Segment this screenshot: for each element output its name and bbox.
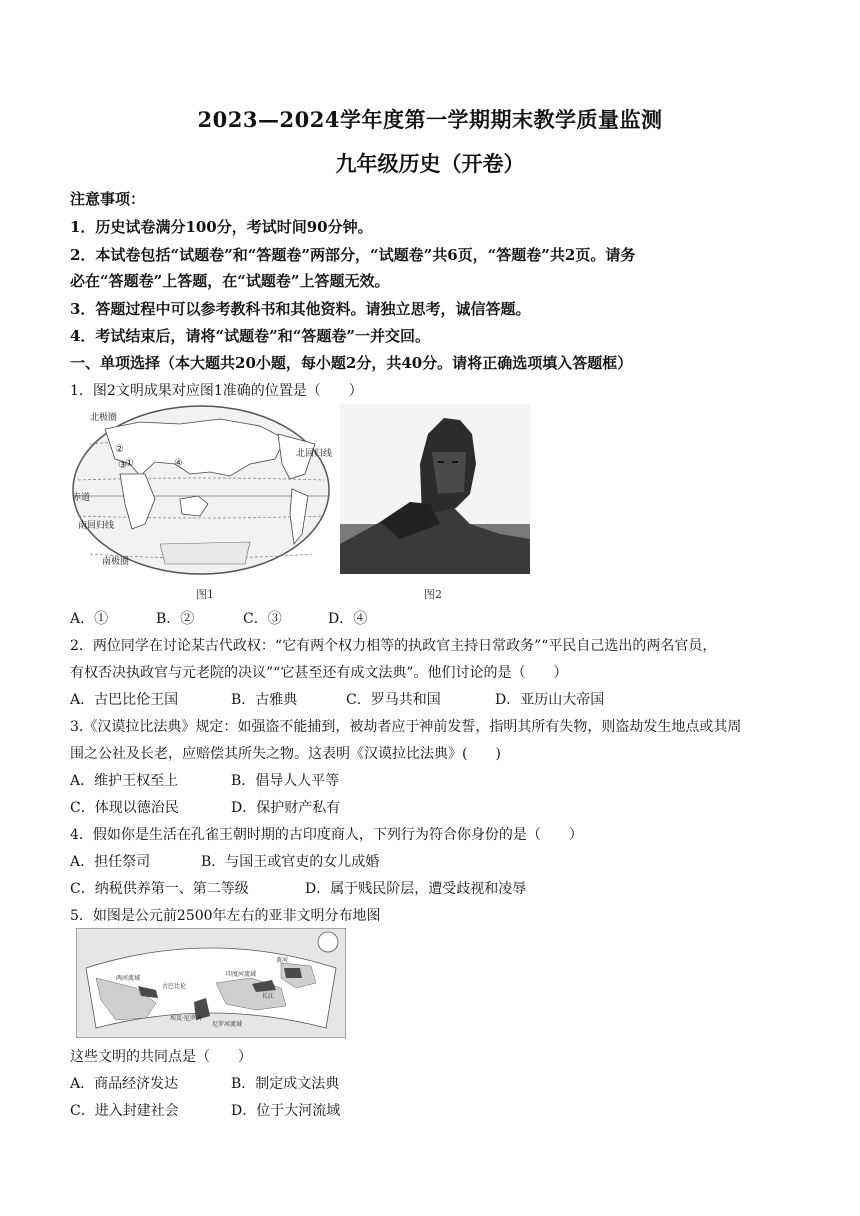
q2-option-a[interactable]: A．古巴比伦王国 (70, 692, 179, 708)
map-label-tropic-s: 南回归线 (78, 521, 115, 531)
q5-stem2: 这些文明的共同点是（ ） (70, 1049, 252, 1065)
q4-option-b[interactable]: B．与国王或官吏的女儿成婚 (201, 854, 380, 870)
q2-option-d[interactable]: D．亚历山大帝国 (495, 692, 605, 708)
map-marker-1: ① (125, 458, 134, 469)
map-marker-4: ④ (174, 458, 183, 469)
map-label-north-pole: 北极圈 (90, 413, 118, 423)
notice-item-2: 2．本试卷包括“试题卷”和“答题卷”两部分，“试题卷”共6页，“答题卷”共2页。请务 (70, 246, 636, 264)
map-label-equator: 赤道 (72, 493, 91, 503)
exam-subtitle: 九年级历史（开卷） (335, 151, 525, 176)
q5-option-a[interactable]: A．商品经济发达 (70, 1076, 179, 1092)
q3-option-c[interactable]: C．体现以德治民 (70, 800, 179, 816)
map-label-south-pole: 南极圈 (102, 557, 130, 567)
q1-stem: 1．图2文明成果对应图1准确的位置是（ ） (70, 383, 363, 399)
q1-option-b[interactable]: B．② (156, 611, 195, 627)
q3-option-b[interactable]: B．倡导人人平等 (231, 773, 340, 789)
q1-option-a[interactable]: A．① (70, 611, 109, 627)
q4-option-c[interactable]: C．纳税供养第一、第二等级 (70, 881, 249, 897)
notice-item-2-cont: 必在“答题卷”上答题，在“试题卷”上答题无效。 (70, 272, 390, 290)
notice-heading: 注意事项： (70, 190, 146, 208)
q5-option-b[interactable]: B．制定成文法典 (231, 1076, 340, 1092)
q5-option-d[interactable]: D．位于大河流域 (231, 1103, 341, 1119)
q5-stem: 5．如图是公元前2500年左右的亚非文明分布地图 (70, 908, 381, 924)
q3-option-d[interactable]: D．保护财产私有 (231, 800, 341, 816)
notice-item-3: 3．答题过程中可以参考教科书和其他资料。请独立思考，诚信答题。 (70, 300, 531, 318)
q1-option-d[interactable]: D．④ (328, 611, 368, 627)
q2-stem-line2: 有权否决执政官与元老院的决议”“它甚至还有成文法典”。他们讨论的是（ ） (70, 665, 568, 681)
section-heading: 一、单项选择（本大题共20小题，每小题2分，共40分。请将正确选项填入答题框） (70, 354, 633, 372)
q4-option-d[interactable]: D．属于贱民阶层，遭受歧视和凌辱 (305, 881, 527, 897)
notice-item-4: 4．考试结束后，请将“试题卷”和“答题卷”一并交回。 (70, 327, 430, 345)
q4-stem: 4．假如你是生活在孔雀王朝时期的古印度商人，下列行为符合你身份的是（ ） (70, 827, 583, 843)
fig2-label-text: 图2 (424, 588, 442, 601)
q3-option-a[interactable]: A．维护王权至上 (70, 773, 179, 789)
q2-option-c[interactable]: C．罗马共和国 (346, 692, 441, 708)
q2-stem-line1: 2．两位同学在讨论某古代政权：“它有两个权力相等的执政官主持日常政务”“平民自己选出的两名官员， (70, 638, 717, 654)
q5-map-label-7: 尼罗河流域 (212, 1021, 243, 1028)
fig1-label: 图1 (196, 588, 214, 601)
world-map-figure (70, 404, 332, 576)
q1-option-c[interactable]: C．③ (243, 611, 282, 627)
exam-title: 2023—2024学年度第一学期期末教学质量监测 (197, 107, 663, 132)
map-marker-3: ③ (118, 460, 127, 471)
sphinx-photo (340, 404, 530, 574)
asia-africa-civilization-map (76, 928, 346, 1038)
q2-option-b[interactable]: B．古雅典 (231, 692, 298, 708)
q4-option-a[interactable]: A．担任祭司 (70, 854, 151, 870)
q5-map-label-6: 埃及·尼罗河 (170, 1015, 202, 1022)
notice-item-1: 1．历史试卷满分100分，考试时间90分钟。 (70, 218, 373, 236)
q5-map-label-4: 黄河 (276, 957, 289, 964)
q3-stem-line2: 围之公社及长老，应赔偿其所失之物。这表明《汉谟拉比法典》( ) (70, 746, 501, 762)
q5-map-label-2: 古巴比伦 (162, 983, 187, 990)
q5-map-label-3: 印度河流域 (226, 971, 257, 978)
q5-option-c[interactable]: C．进入封建社会 (70, 1103, 179, 1119)
map-marker-2: ② (115, 444, 124, 455)
q5-map-label-5: 长江 (262, 993, 275, 1000)
q5-map-label-1: 两河流域 (116, 975, 141, 982)
map-label-tropic-n: 北回归线 (296, 449, 332, 459)
q3-stem-line1: 3.《汉谟拉比法典》规定：如强盗不能捕到，被劫者应于神前发誓，指明其所有失物，则盗劫发生地点或其周 (70, 719, 742, 735)
